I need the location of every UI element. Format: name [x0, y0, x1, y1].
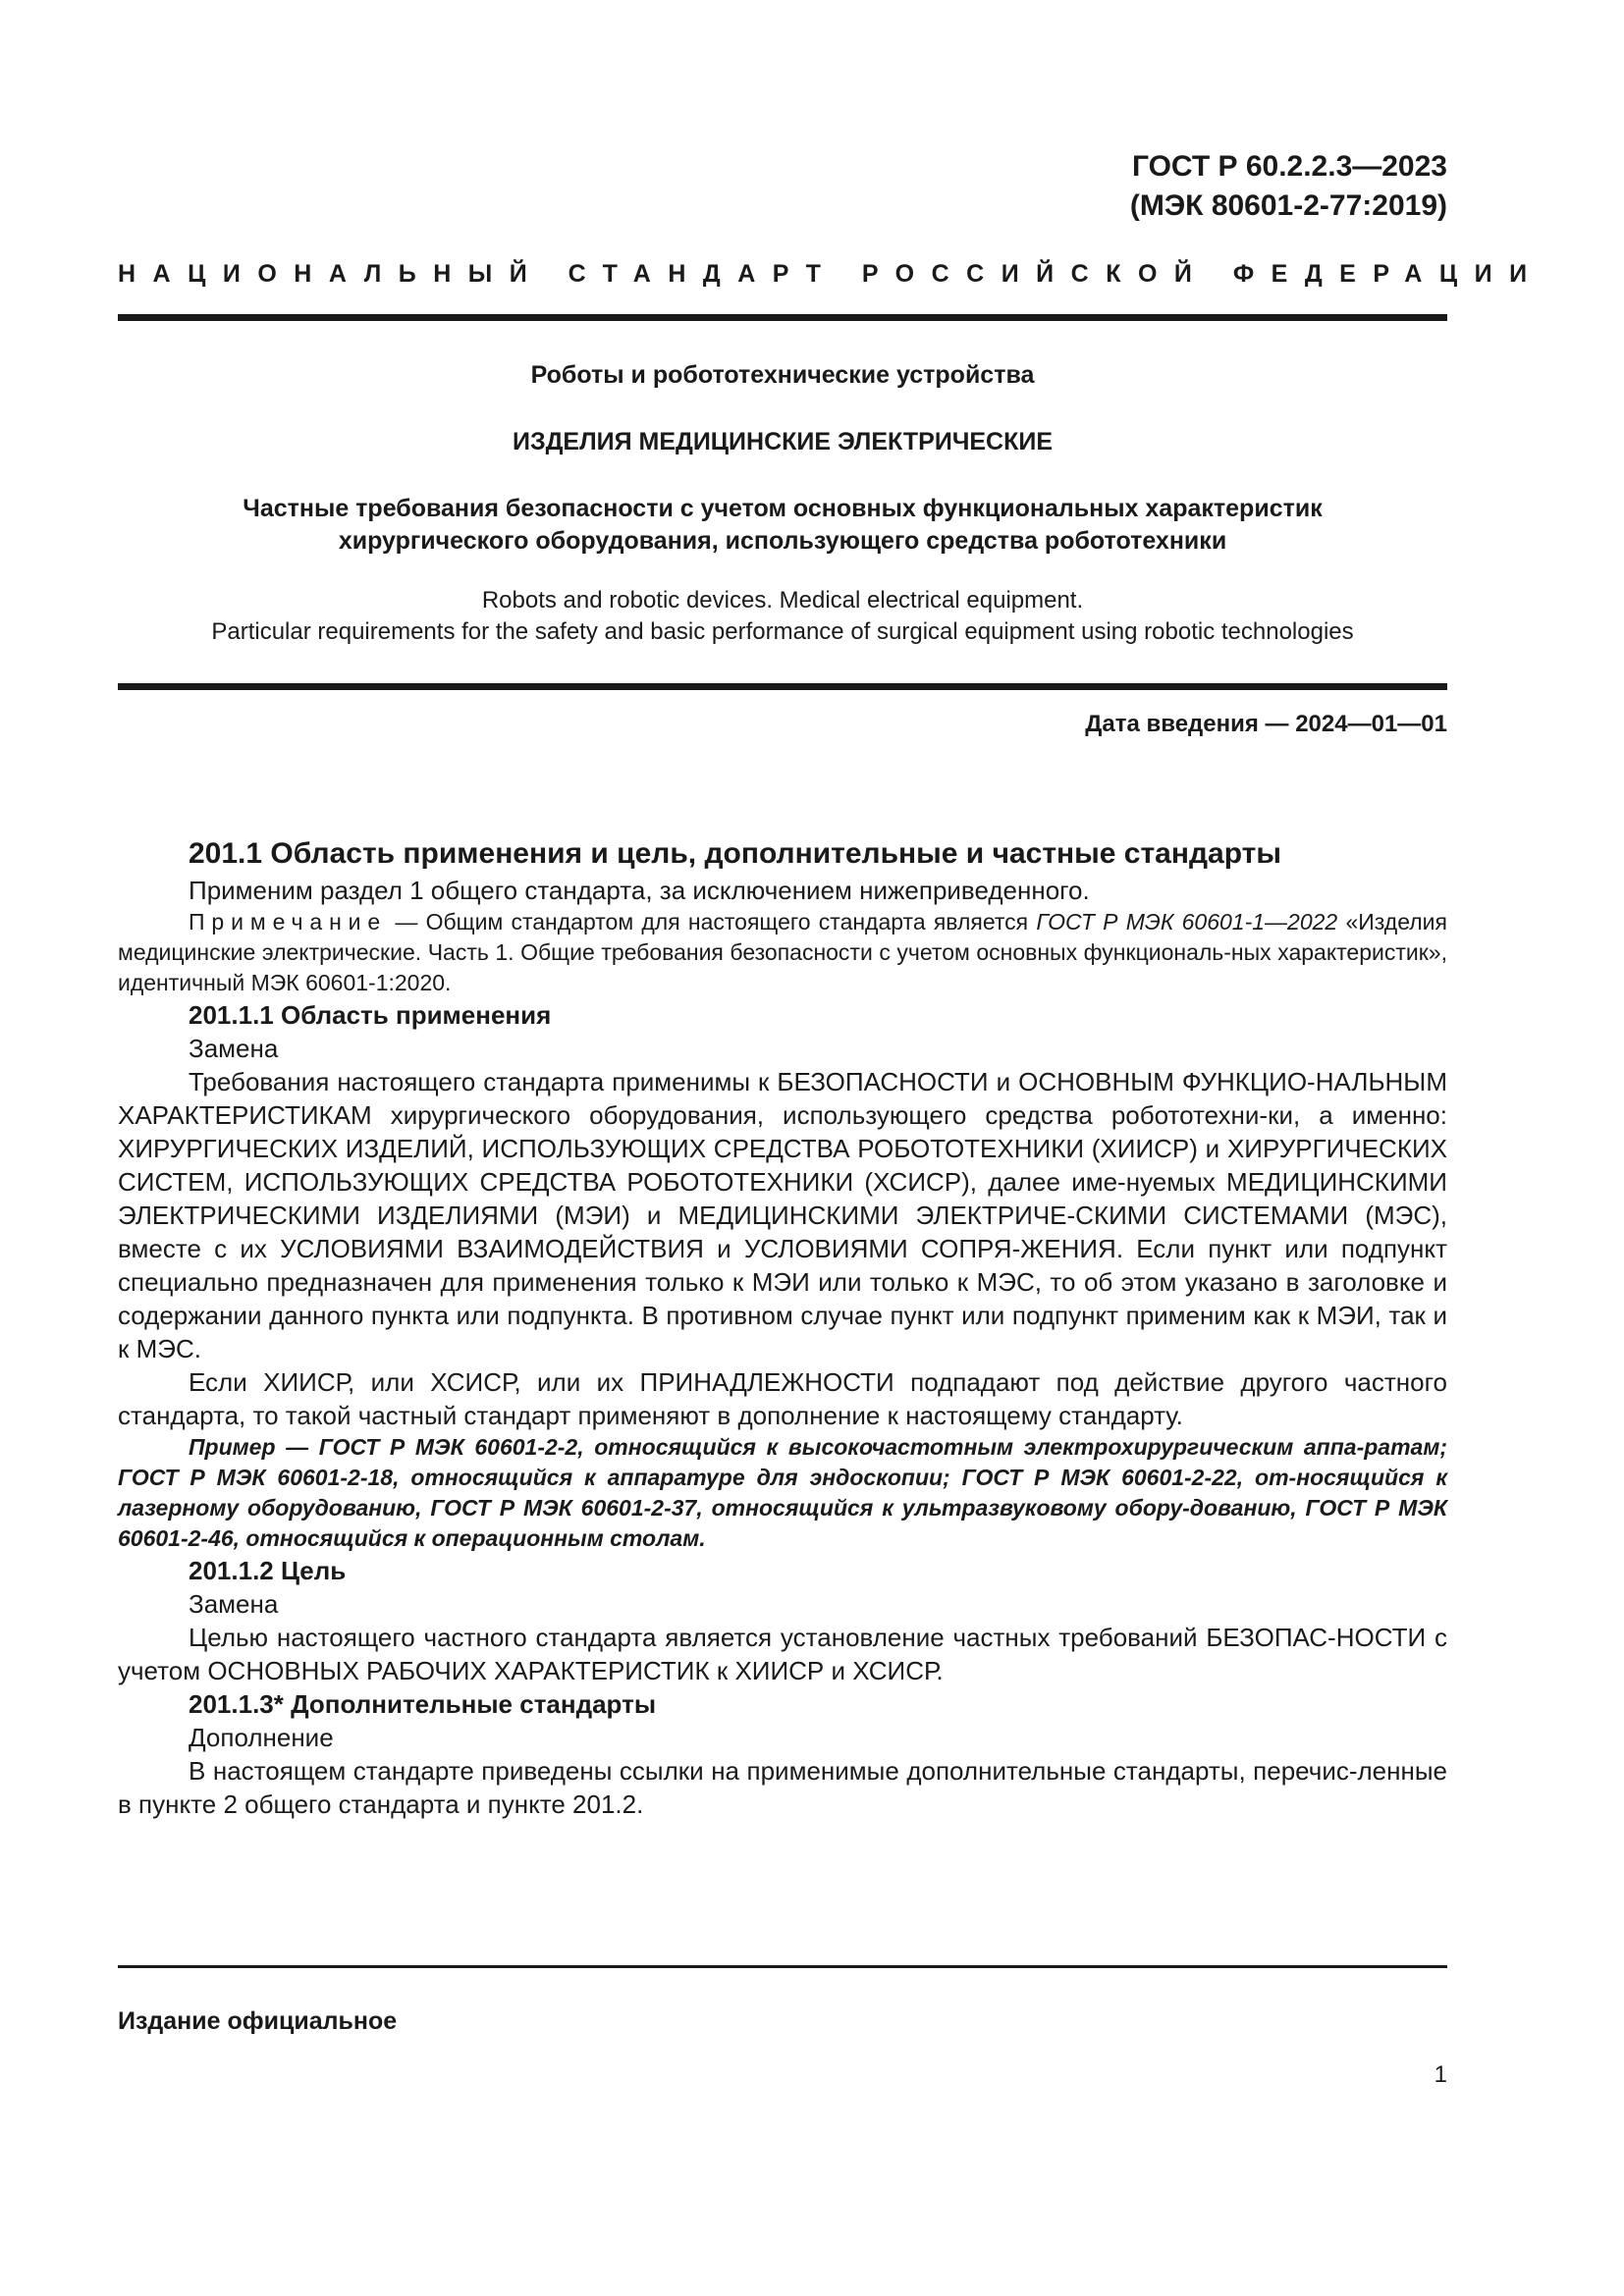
scope-example: Пример — ГОСТ Р МЭК 60601-2-2, относящийся к высокочастотным электрохирургическим аппа-ратам; ГОСТ Р МЭК 60601-2-18, относящийся к аппаратуре для эндоскопии; ГОСТ Р МЭК 60601-2-22, от-носящийся к лазерному оборудованию, ГОСТ Р МЭК 60601-2-37, относящийся к ультразвуковому обору-дованию, ГОСТ Р МЭК 60601-2-46, относящийся к операционным столам. — [118, 1434, 1447, 1551]
subsection-heading-scope: 201.1.1 Область применения — [189, 1000, 552, 1030]
top-rule — [118, 314, 1447, 321]
standard-code-line2: (МЭК 80601-2-77:2019) — [1129, 189, 1447, 222]
purpose-paragraph: Целью настоящего частного стандарта является установление частных требований БЕЗОПАС-НОСТИ с учетом ОСНОВНЫХ РАБОЧИХ ХАРАКТЕРИСТИК к ХИИСР и ХСИСР. — [118, 1623, 1447, 1685]
standard-code-line1: ГОСТ Р 60.2.2.3—2023 — [1131, 150, 1447, 183]
title-subtitle-line2: хирургического оборудования, использующего средства робототехники — [338, 527, 1227, 555]
page-number: 1 — [1434, 2061, 1447, 2088]
collateral-paragraph: В настоящем стандарте приведены ссылки на применимые дополнительные стандарты, перечис-ленные в пункте 2 общего стандарта и пункте 201.2. — [118, 1756, 1447, 1819]
scope-paragraph-2: Если ХИИСР, или ХСИСР, или их ПРИНАДЛЕЖНОСТИ подпадают под действие другого частного стандарта, то такой частный стандарт применяют в дополнение к настоящему стандарту. — [118, 1367, 1447, 1430]
subsection-heading-purpose: 201.1.2 Цель — [189, 1556, 347, 1585]
note-reference: ГОСТ Р МЭК 60601-1—2022 — [1036, 909, 1338, 934]
title-english-line2: Particular requirements for the safety and basic performance of surgical equipment using robotic technologies — [211, 618, 1354, 645]
title-subtitle-line1: Частные требования безопасности с учетом основных функциональных характеристик — [243, 495, 1323, 522]
section-note — [118, 907, 1447, 998]
title-topic: Роботы и робототехнические устройства — [530, 361, 1035, 389]
collateral-label: Дополнение — [189, 1723, 334, 1752]
section-intro: Применим раздел 1 общего стандарта, за исключением нижеприведенного. — [189, 876, 1090, 905]
title-bottom-rule — [118, 683, 1447, 690]
section-heading: 201.1 Область применения и цель, дополнительные и частные стандарты — [189, 837, 1281, 870]
scope-paragraph-1: Требования настоящего стандарта применимы к БЕЗОПАСНОСТИ и ОСНОВНЫМ ФУНКЦИО-НАЛЬНЫМ ХАРАКТЕРИСТИКАМ хирургического оборудования, использующего средства робототехни-ки, а именно: ХИРУРГИЧЕСКИХ ИЗДЕЛИЙ, ИСПОЛЬЗУЮЩИХ СРЕДСТВА РОБОТОТЕХНИКИ (ХИИСР) и ХИРУРГИЧЕСКИХ СИСТЕМ, ИСПОЛЬЗУЮЩИХ СРЕДСТВА РОБОТОТЕХНИКИ (ХСИСР), далее име-нуемых МЕДИЦИНСКИМИ ЭЛЕКТРИЧЕСКИМИ ИЗДЕЛИЯМИ (МЭИ) и МЕДИЦИНСКИМИ ЭЛЕКТРИЧЕ-СКИМИ СИСТЕМАМИ (МЭС), вместе с их УСЛОВИЯМИ ВЗАИМОДЕЙСТВИЯ и УСЛОВИЯМИ СОПРЯ-ЖЕНИЯ. Если пункт или подпункт специально предназначен для применения только к МЭИ или только к МЭС, то об этом указано в заголовке и содержании данного пункта или подпункта. В противном случае пункт или подпункт применим как к МЭИ, так и к МЭС. — [118, 1067, 1447, 1363]
standard-code — [1130, 147, 1447, 226]
title-english-line1: Robots and robotic devices. Medical electrical equipment. — [481, 587, 1084, 614]
purpose-label: Замена — [189, 1589, 279, 1619]
note-dash: — Общим стандартом для настоящего стандарта является — [387, 909, 1037, 934]
national-standard-banner: НАЦИОНАЛЬНЫЙ СТАНДАРТ РОССИЙСКОЙ ФЕДЕРАЦИИ — [118, 260, 1544, 288]
title-main: ИЗДЕЛИЯ МЕДИЦИНСКИЕ ЭЛЕКТРИЧЕСКИЕ — [512, 428, 1054, 455]
note-rest: «Изделия медицинские электрические. Часть 1. Общие требования безопасности с учетом основных функциональ-ных характеристик», идентичный МЭК 60601-1:2020. — [118, 909, 1447, 995]
title-english — [118, 585, 1447, 648]
main-content — [118, 834, 1447, 1821]
introduction-date: Дата введения — 2024—01—01 — [1085, 711, 1447, 737]
scope-label: Замена — [189, 1034, 279, 1063]
footer-rule — [118, 1965, 1447, 1968]
subsection-heading-collateral: 201.1.3* Дополнительные стандарты — [189, 1689, 657, 1719]
note-label: Примечание — [189, 909, 388, 934]
title-subtitle — [118, 493, 1447, 558]
official-edition-label: Издание официальное — [118, 2007, 398, 2035]
